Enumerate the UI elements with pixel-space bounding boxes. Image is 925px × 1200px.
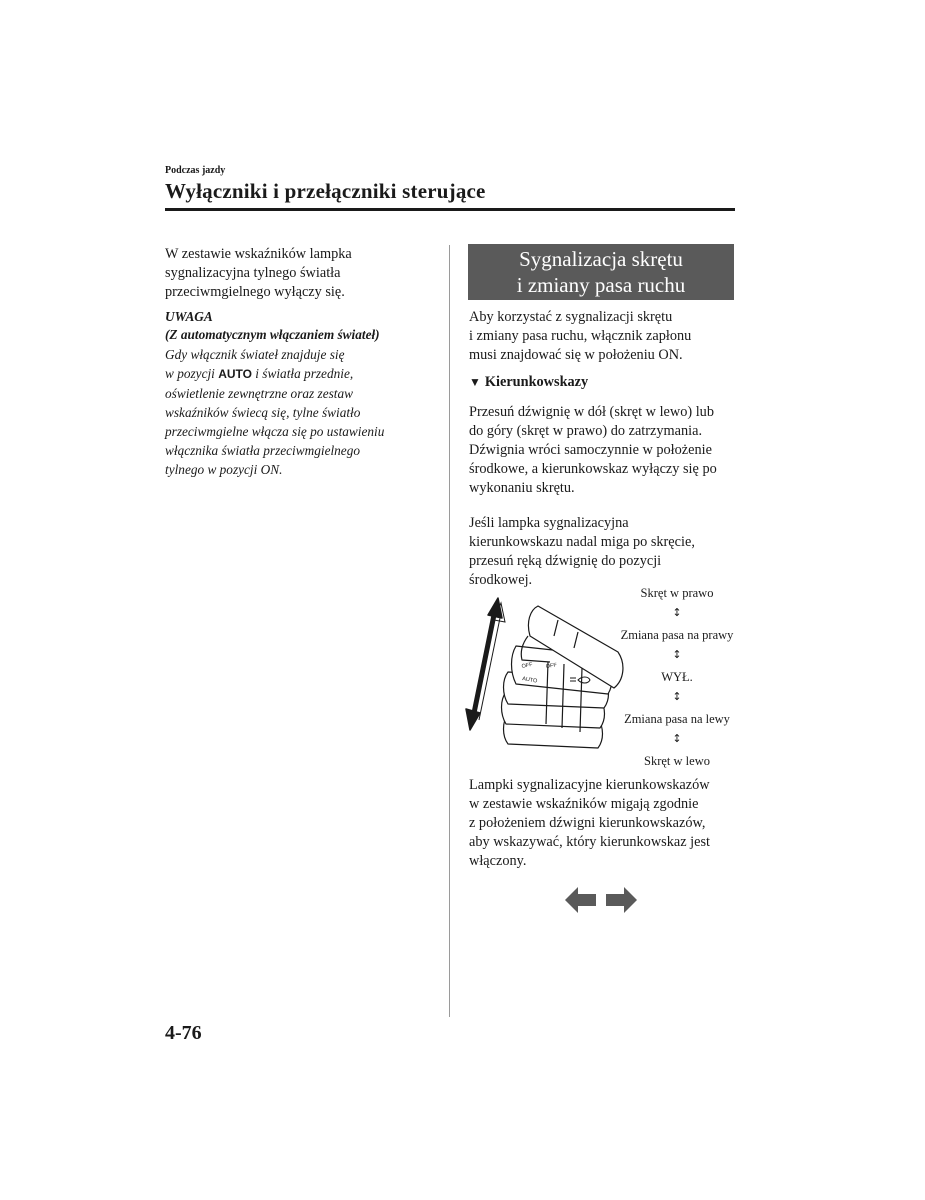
- position-right-turn: Skręt w prawo: [640, 586, 714, 600]
- note-heading: UWAGA: [165, 309, 213, 324]
- right-intro-paragraph: Aby korzystać z sygnalizacji skrętu i zmiany pasa ruchu, włącznik zapłonu musi znajdować się w położeniu ON.: [469, 309, 692, 363]
- position-off: WYŁ.: [661, 670, 693, 684]
- position-lane-right: Zmiana pasa na prawy: [620, 628, 734, 642]
- indicator-paragraph: Jeśli lampka sygnalizacyjna kierunkowskazu nadal miga po skręcie, przesuń ręką dźwignię do pozycji środkowej.: [469, 515, 695, 588]
- section-header-line-2: i zmiany pasa ruchu: [516, 273, 686, 297]
- position-left-turn: Skręt w lewo: [644, 754, 710, 768]
- title-rule: [165, 208, 735, 211]
- triangle-marker-icon: ▼: [469, 375, 481, 389]
- column-divider: [449, 245, 450, 1017]
- separator-arrow-icon: ↕: [672, 648, 682, 661]
- stalk-mark-auto: AUTO: [521, 676, 538, 685]
- auto-label: AUTO: [218, 367, 252, 381]
- note-subheading: (Z automatycznym włączaniem świateł): [165, 327, 380, 342]
- page-number: 4-76: [165, 1022, 202, 1044]
- separator-arrow-icon: ↕: [672, 732, 682, 745]
- section-label: Podczas jazdy: [165, 165, 226, 176]
- double-arrow-icon: [466, 598, 505, 730]
- turn-stalk-icon: [502, 606, 623, 748]
- left-intro-paragraph: W zestawie wskaźników lampka sygnalizacyjna tylnego światła przeciwmgielnego wyłączy się.: [165, 246, 352, 300]
- note-body-start: Gdy włącznik świateł znajduje się w pozycji: [165, 347, 345, 381]
- stalk-mark-off-2: OFF: [545, 662, 558, 670]
- note-body-end: i światła przednie, oświetlenie zewnętrzne oraz zestaw wskaźników świecą się, tylne światło przeciwmgielne włącza się po ustawieniu włącznika światła przeciwmgielnego tylnego w pozycji ON.: [165, 366, 385, 477]
- indicator-lights-paragraph: Lampki sygnalizacyjne kierunkowskazów w zestawie wskaźników migają zgodnie z położeniem dźwigni kierunkowskazów, aby wskazywać, który kierunkowskaz jest włączony.: [469, 777, 710, 869]
- note-body: [165, 345, 445, 479]
- indicator-arrows-icon: [563, 885, 639, 915]
- subsection-title: Kierunkowskazy: [484, 374, 589, 390]
- separator-arrow-icon: ↕: [672, 606, 682, 619]
- subsection-heading: [469, 374, 588, 391]
- section-header-line-1: Sygnalizacja skrętu: [519, 247, 683, 271]
- turn-signal-paragraph: Przesuń dźwignię w dół (skręt w lewo) lub do góry (skręt w prawo) do zatrzymania. Dźwignia wróci samoczynnie w położenie środkowe, a kierunkowskaz wyłączy się po wykonaniu skrętu.: [469, 404, 717, 496]
- page-title: Wyłączniki i przełączniki sterujące: [165, 179, 486, 203]
- position-lane-left: Zmiana pasa na lewy: [624, 712, 730, 726]
- stalk-diagram: [458, 596, 628, 756]
- stalk-mark-off-1: OFF: [521, 661, 534, 670]
- section-header-box: [468, 244, 734, 300]
- separator-arrow-icon: ↕: [672, 690, 682, 703]
